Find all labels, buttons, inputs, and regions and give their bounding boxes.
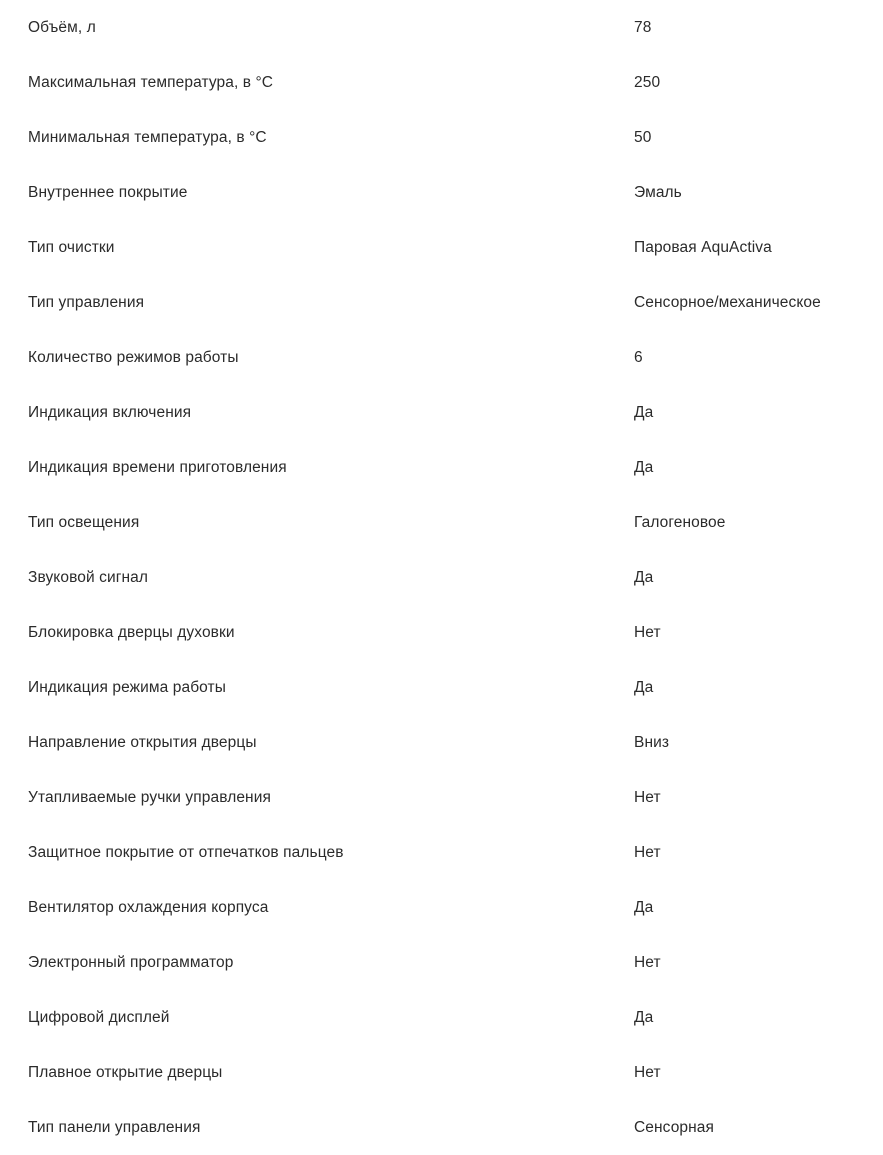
spec-value: 78 <box>634 18 652 36</box>
spec-name: Утапливаемые ручки управления <box>28 788 271 806</box>
spec-value: Сенсорное/механическое <box>634 293 821 311</box>
table-row <box>0 935 883 990</box>
spec-name: Тип очистки <box>28 238 115 256</box>
table-row <box>0 605 883 660</box>
table-row <box>0 440 883 495</box>
spec-name: Защитное покрытие от отпечатков пальцев <box>28 843 344 861</box>
spec-value: 6 <box>634 348 643 366</box>
table-row <box>0 715 883 770</box>
table-row <box>0 330 883 385</box>
spec-value: Да <box>634 1008 654 1026</box>
table-row <box>0 990 883 1045</box>
spec-value: Нет <box>634 788 661 806</box>
spec-name: Индикация включения <box>28 403 192 421</box>
spec-name: Направление открытия дверцы <box>28 733 257 751</box>
spec-value: Нет <box>634 843 661 861</box>
spec-value: Нет <box>634 953 661 971</box>
spec-value: Эмаль <box>634 183 682 201</box>
spec-name: Тип освещения <box>28 513 140 531</box>
table-row <box>0 1045 883 1100</box>
spec-value: Да <box>634 403 654 421</box>
table-row <box>0 495 883 550</box>
spec-name: Цифровой дисплей <box>28 1008 170 1026</box>
table-row <box>0 550 883 605</box>
spec-name: Внутреннее покрытие <box>28 183 188 201</box>
spec-name: Объём, л <box>28 18 96 36</box>
spec-value: Да <box>634 678 654 696</box>
spec-value: Да <box>634 568 654 586</box>
spec-name: Тип управления <box>28 293 145 311</box>
spec-name: Индикация режима работы <box>28 678 226 696</box>
table-row <box>0 220 883 275</box>
spec-name: Звуковой сигнал <box>28 568 149 586</box>
spec-value: Паровая AquActiva <box>634 238 772 256</box>
spec-name: Плавное открытие дверцы <box>28 1063 223 1081</box>
table-row <box>0 385 883 440</box>
table-row <box>0 0 883 55</box>
spec-name: Электронный программатор <box>28 953 234 971</box>
table-row <box>0 825 883 880</box>
spec-value: 50 <box>634 128 652 146</box>
spec-value: Галогеновое <box>634 513 726 531</box>
spec-name: Тип панели управления <box>28 1118 201 1136</box>
table-row <box>0 880 883 935</box>
spec-value: Сенсорная <box>634 1118 715 1136</box>
spec-name: Минимальная температура, в °C <box>28 128 267 146</box>
table-row <box>0 275 883 330</box>
table-row <box>0 1100 883 1155</box>
spec-name: Максимальная температура, в °C <box>28 73 274 91</box>
table-row <box>0 165 883 220</box>
table-row <box>0 55 883 110</box>
spec-value: 250 <box>634 73 661 91</box>
spec-value: Нет <box>634 623 661 641</box>
spec-value: Да <box>634 458 654 476</box>
spec-value: Нет <box>634 1063 661 1081</box>
spec-name: Блокировка дверцы духовки <box>28 623 235 641</box>
table-row <box>0 770 883 825</box>
spec-value: Вниз <box>634 733 670 751</box>
spec-value: Да <box>634 898 654 916</box>
table-row <box>0 110 883 165</box>
spec-name: Индикация времени приготовления <box>28 458 287 476</box>
spec-name: Количество режимов работы <box>28 348 239 366</box>
table-row <box>0 660 883 715</box>
spec-name: Вентилятор охлаждения корпуса <box>28 898 269 916</box>
